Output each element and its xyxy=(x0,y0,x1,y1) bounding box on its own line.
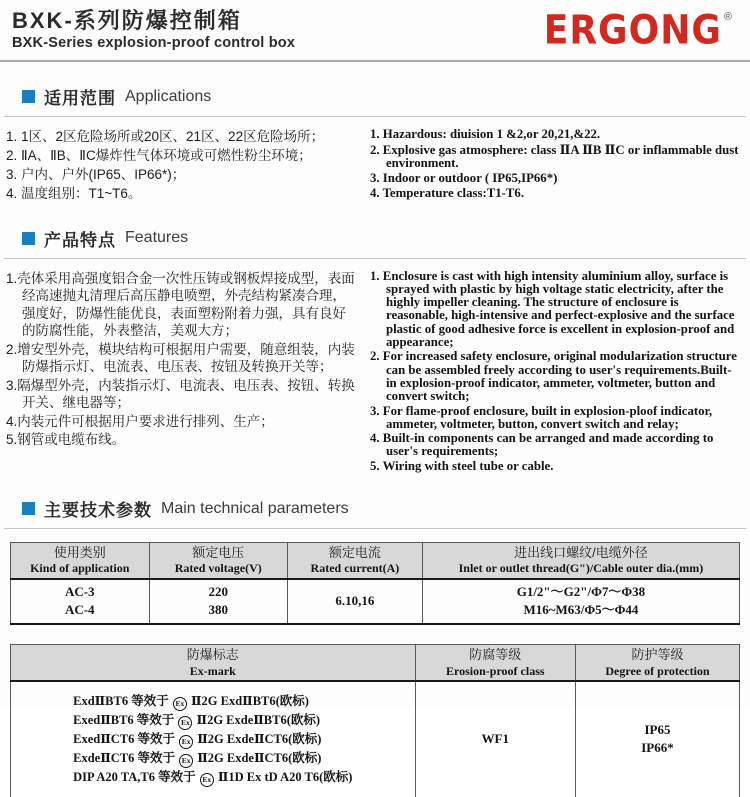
exmark-line xyxy=(73,711,352,730)
applications-list-zh xyxy=(6,128,358,203)
exmark-pre: DIP A20 TA,T6 等效于 xyxy=(73,769,196,784)
applications-columns xyxy=(0,117,750,203)
features-title-en: Features xyxy=(125,229,189,247)
col-header-protection xyxy=(575,645,739,681)
features-list-en xyxy=(370,270,742,474)
exmark-line xyxy=(73,768,352,787)
page-header xyxy=(0,0,750,54)
exmark-table-body-row xyxy=(11,681,740,797)
list-item: 3. For flame-proof enclosure, built in explosion-ploof indicator, ammeter, voltmeter, button, convert switch and relay; xyxy=(370,403,713,431)
section-title-features xyxy=(0,226,750,251)
col-header-voltage-en: Rated voltage(V) xyxy=(174,561,262,576)
list-item: 2. ⅡA、ⅡB、ⅡC爆炸性气体环境或可燃性粉尘环境； xyxy=(6,148,312,164)
features-list-zh xyxy=(6,270,358,450)
parameters-title-zh: 主要技术参数 xyxy=(44,501,152,520)
features-columns xyxy=(0,259,750,474)
applications-title-zh: 适用范围 xyxy=(44,89,116,109)
voltage-cell xyxy=(149,579,288,625)
features-title-zh: 产品特点 xyxy=(44,230,116,250)
protection-cell xyxy=(575,681,739,797)
thread-value: M16~M63/Φ5～Φ44 xyxy=(523,602,639,618)
exmark-cell xyxy=(11,681,416,797)
col-header-erosion-en: Erosion-proof class xyxy=(445,663,545,678)
list-item: 3. 户内、户外(IP65、IP66*)； xyxy=(6,166,186,182)
list-item: 5. Wiring with steel tube or cable. xyxy=(370,458,554,473)
col-header-exmark xyxy=(11,645,416,681)
list-item: 1. Enclosure is cast with high intensity aluminium alloy, surface is sprayed with plastic by high voltage static electricity, after the highly impeller cleaning. The structure of enclosure is reasonable, high-intensive and perfect-explosive and the surface plastic of good adhesive force is excellent in explosion-proof and appearance; xyxy=(370,268,735,350)
applications-list-en xyxy=(370,128,742,202)
ratings-table xyxy=(10,542,740,625)
list-item: 1. Hazardous: diuision 1 &2,or 20,21,&22. xyxy=(370,127,601,142)
col-header-thread-en: Inlet or outlet thread(G")/Cable outer dia.(mm) xyxy=(458,561,704,576)
list-item: 4.内装元件可根据用户要求进行排列、生产； xyxy=(6,413,274,429)
col-header-thread xyxy=(422,543,739,579)
list-item: 5.钢管或电缆布线。 xyxy=(6,432,126,448)
list-item: 1. 1区、2区危险场所或20区、21区、22区危险场所； xyxy=(6,129,325,145)
col-header-exmark-en: Ex-mark xyxy=(189,663,236,678)
col-header-protection-zh: 防护等级 xyxy=(631,647,684,663)
section-marker-icon xyxy=(22,502,35,515)
erosion-class-cell: WF1 xyxy=(415,681,575,797)
col-header-voltage-zh: 额定电压 xyxy=(192,545,245,560)
ratings-table-header-row xyxy=(11,543,740,579)
kind-cell xyxy=(11,579,150,625)
col-header-thread-zh: 进出线口螺纹/电缆外径 xyxy=(514,545,648,560)
header-divider xyxy=(0,60,750,62)
list-item: 3.隔爆型外壳，内装指示灯、电流表、电压表、按钮、转换开关、继电器等； xyxy=(6,377,355,411)
col-header-exmark-zh: 防爆标志 xyxy=(186,647,239,663)
atex-ex-icon: Ex xyxy=(178,716,192,730)
kind-value: AC-4 xyxy=(64,602,95,618)
col-header-current xyxy=(288,543,423,579)
applications-title-en: Applications xyxy=(125,87,212,105)
exmark-line xyxy=(73,749,352,768)
page-title-zh: BXK-系列防爆控制箱 xyxy=(12,8,242,33)
registered-trademark-icon: ® xyxy=(723,11,732,23)
list-item: 2. For increased safety enclosure, original modularization structure can be assembled freely according to user's requirements.Built-in explosion-proof indicator, ammeter, voltmeter, button and convert switch; xyxy=(370,349,737,404)
protection-value: IP66* xyxy=(641,740,674,756)
col-header-kind-en: Kind of application xyxy=(30,561,130,576)
page-title-en: BXK-Series explosion-proof control box xyxy=(12,35,296,52)
col-header-erosion-zh: 防腐等级 xyxy=(469,647,522,663)
section-marker-icon xyxy=(22,90,35,103)
current-cell: 6.10,16 xyxy=(288,579,423,625)
exmark-line xyxy=(73,692,352,711)
col-header-voltage xyxy=(149,543,288,579)
col-header-kind xyxy=(11,543,150,579)
exmark-table-header-row xyxy=(11,645,740,681)
list-item: 4. Temperature class:T1-T6. xyxy=(370,186,525,201)
list-item: 1.壳体采用高强度铝合金一次性压铸或钢板焊接成型，表面经高速抛丸清理后高压静电喷塑，外壳结构紧凑合理，强度好，防爆性能优良，表面塑粉附着力强，具有良好的防腐性能，外表整洁，美观大方； xyxy=(6,270,355,339)
exmark-pre: ExedⅡBT6 等效于 xyxy=(73,712,175,727)
exmark-table xyxy=(10,644,740,797)
list-item: 4. 温度组别：T1~T6。 xyxy=(6,185,142,201)
list-item: 4. Built-in components can be arranged and made according to user's requirements; xyxy=(370,431,714,459)
section-underline xyxy=(4,528,746,529)
col-header-kind-zh: 使用类别 xyxy=(53,545,106,560)
col-header-erosion xyxy=(415,645,575,681)
list-item: 3. Indoor or outdoor ( IP65,IP66*) xyxy=(370,171,558,186)
col-header-protection-en: Degree of protection xyxy=(605,663,710,678)
voltage-value: 220 xyxy=(208,583,228,599)
header-titles xyxy=(12,8,295,51)
atex-ex-icon: Ex xyxy=(179,754,193,768)
exmark-pre: ExdⅡBT6 等效于 xyxy=(73,693,169,708)
parameters-title-en: Main technical parameters xyxy=(161,499,349,517)
exmark-pre: ExdeⅡCT6 等效于 xyxy=(73,750,175,765)
exmark-post: Ⅱ2G ExdeⅡBT6(欧标) xyxy=(196,712,321,727)
atex-ex-icon: Ex xyxy=(173,697,187,711)
section-title-applications xyxy=(0,84,750,109)
thread-cell xyxy=(422,579,739,625)
voltage-value: 380 xyxy=(208,602,228,618)
ergong-logo-text: ERGONG xyxy=(543,7,722,54)
ratings-table-body-row xyxy=(11,579,740,625)
atex-ex-icon: Ex xyxy=(200,773,214,787)
atex-ex-icon: Ex xyxy=(179,735,193,749)
thread-value: G1/2"～G2"/Φ7～Φ38 xyxy=(516,583,646,599)
kind-value: AC-3 xyxy=(64,583,95,599)
col-header-current-zh: 额定电流 xyxy=(328,545,381,560)
exmark-post: Ⅱ2G ExdeⅡCT6(欧标) xyxy=(197,750,322,765)
exmark-line xyxy=(73,730,352,749)
exmark-post: Ⅱ2G ExdeⅡCT6(欧标) xyxy=(197,731,322,746)
section-title-parameters xyxy=(0,496,750,521)
list-item: 2.增安型外壳，模块结构可根据用户需要，随意组装，内装防爆指示灯、电流表、电压表、按钮及转换开关等； xyxy=(6,341,355,375)
list-item: 2. Explosive gas atmosphere: class ⅡA ⅡB ⅡC or inflammable dust environment. xyxy=(370,142,739,170)
exmark-pre: ExedⅡCT6 等效于 xyxy=(73,731,175,746)
exmark-post: Ⅱ1D Ex tD A20 T6(欧标) xyxy=(217,769,353,784)
exmark-lines xyxy=(73,692,352,787)
brand-logo xyxy=(543,7,736,54)
col-header-current-en: Rated current(A) xyxy=(310,561,400,576)
protection-values xyxy=(580,721,735,759)
exmark-post: Ⅱ2G ExdⅡBT6(欧标) xyxy=(190,693,309,708)
protection-value: IP65 xyxy=(644,721,671,737)
section-marker-icon xyxy=(22,232,35,245)
